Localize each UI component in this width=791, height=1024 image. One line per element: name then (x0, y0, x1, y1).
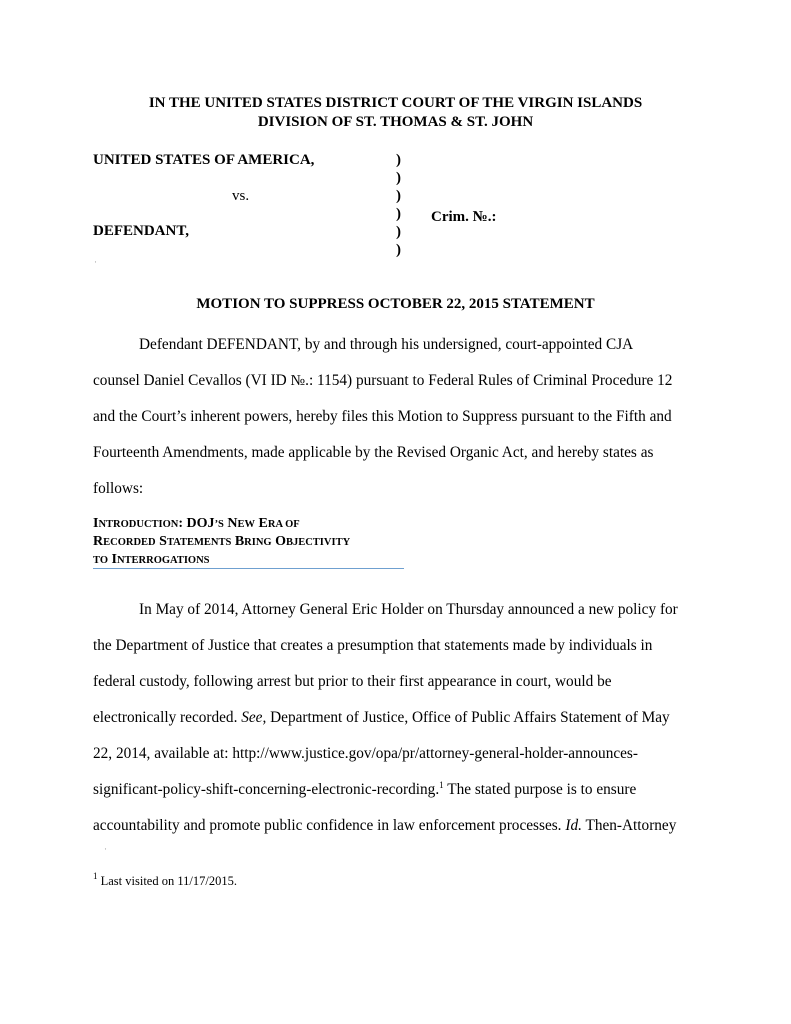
body-paragraph-line: 22, 2014, available at: http://www.justice.gov/opa/pr/attorney-general-holder-announces- (93, 745, 638, 762)
motion-title: MOTION TO SUPPRESS OCTOBER 22, 2015 STATEMENT (196, 296, 595, 312)
defendant-name: DEFENDANT, (93, 223, 189, 239)
footnote-number: 1 (93, 871, 98, 881)
citation-signal: Id. (565, 817, 582, 834)
intro-paragraph-line: Defendant DEFENDANT, by and through his undersigned, court-appointed CJA (139, 336, 634, 353)
body-paragraph-line: the Department of Justice that creates a presumption that statements made by individuals in (93, 637, 653, 654)
court-name-line: IN THE UNITED STATES DISTRICT COURT OF THE VIRGIN ISLANDS (148, 95, 643, 111)
footnote (93, 873, 237, 890)
citation-signal: See, (241, 709, 267, 726)
body-paragraph-line: In May of 2014, Attorney General Eric Holder on Thursday announced a new policy for (139, 601, 678, 618)
heading-underline (93, 568, 404, 569)
paragraph-mark: · (94, 257, 97, 267)
footnote-text: Last visited on 11/17/2015. (97, 874, 237, 888)
plaintiff-name: UNITED STATES OF AMERICA, (93, 152, 315, 168)
body-paragraph-line: significant-policy-shift-concerning-electronic-recording.$^1$ The stated purpose is to ensure (93, 780, 637, 798)
caption-paren: ) (396, 188, 401, 204)
section-heading-line: INTRODUCTION: DOJ’S NEW ERA OF (93, 516, 300, 531)
caption-paren: ) (396, 224, 401, 240)
versus-label: vs. (232, 188, 250, 204)
body-paragraph-line: federal custody, following arrest but prior to their first appearance in court, would be (93, 673, 612, 690)
intro-paragraph-line: follows: (93, 480, 144, 497)
intro-paragraph-line: counsel Daniel Cevallos (VI ID №.: 1154) pursuant to Federal Rules of Criminal Procedure 12 (93, 372, 673, 389)
footnote-reference[interactable]: 1 (439, 780, 444, 790)
caption-paren: ) (396, 152, 401, 168)
intro-paragraph-line: Fourteenth Amendments, made applicable by the Revised Organic Act, and hereby states as (93, 444, 654, 461)
body-paragraph-line: electronically recorded. See, Department of Justice, Office of Public Affairs Statement of May (93, 709, 670, 726)
caption-paren: ) (396, 242, 401, 258)
paragraph-mark: · (104, 844, 107, 854)
case-number-label: Crim. №.: (431, 209, 497, 225)
caption-paren: ) (396, 206, 401, 222)
section-heading-line: TO INTERROGATIONS (93, 552, 210, 567)
body-paragraph-line: accountability and promote public confidence in law enforcement processes. Id. Then-Attorney (93, 817, 677, 834)
caption-paren: ) (396, 170, 401, 186)
section-heading-line: RECORDED STATEMENTS BRING OBJECTIVITY (93, 534, 351, 549)
intro-paragraph-line: and the Court’s inherent powers, hereby files this Motion to Suppress pursuant to the Fifth and (93, 408, 672, 425)
court-division-line: DIVISION OF ST. THOMAS & ST. JOHN (257, 114, 534, 130)
